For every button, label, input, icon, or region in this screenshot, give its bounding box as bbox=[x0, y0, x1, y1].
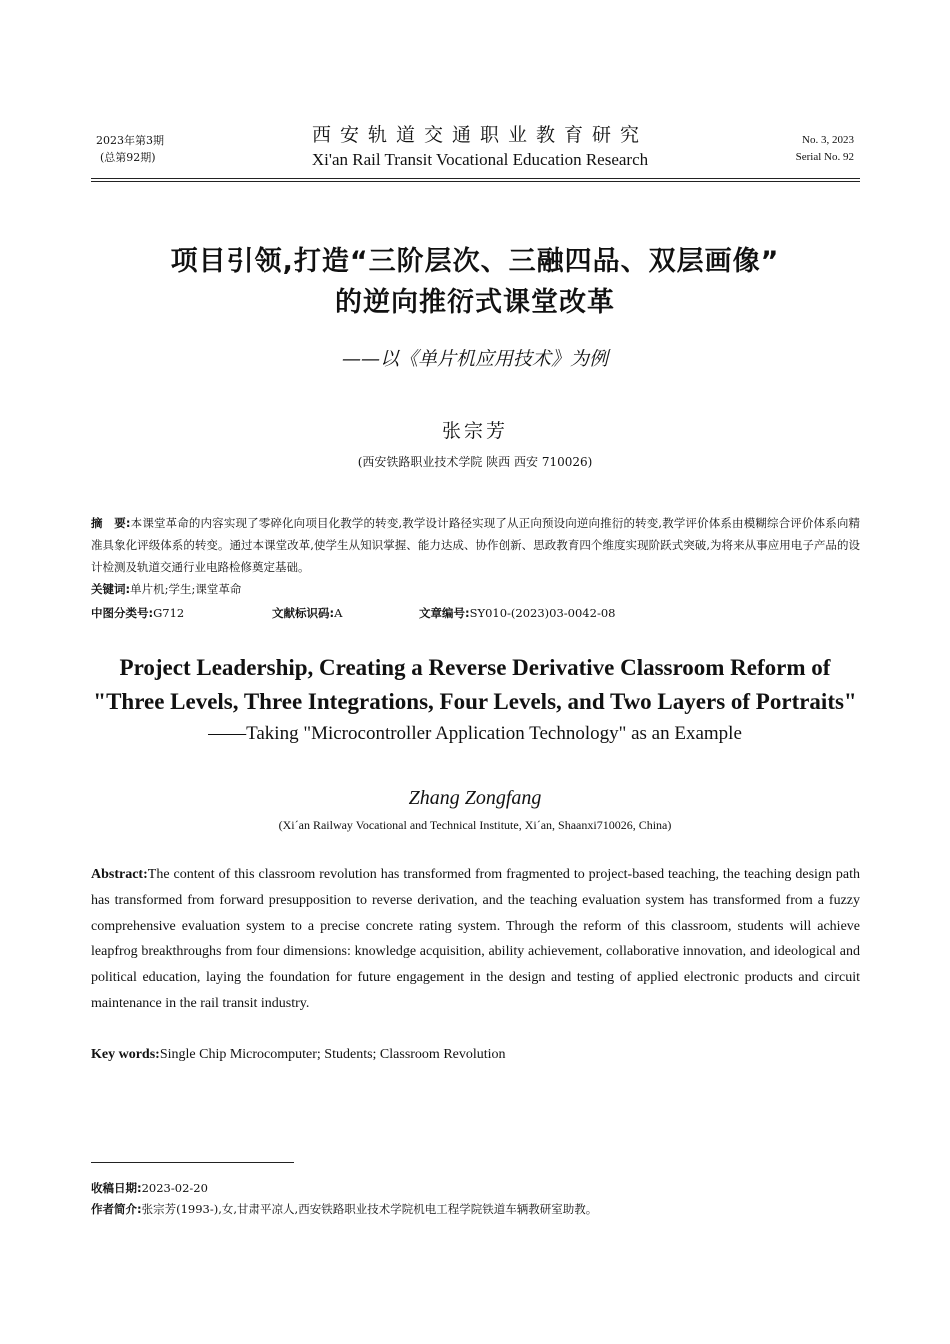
title-cn-line2: 的逆向推衍式课堂改革 bbox=[335, 287, 615, 318]
journal-title-cn: 西安轨道交通职业教育研究 bbox=[311, 124, 648, 146]
keywords-cn bbox=[91, 579, 241, 599]
footnote-author-bio bbox=[91, 1199, 891, 1219]
issue-cn: 2023年第3期 bbox=[96, 134, 164, 147]
abstract-en-text: The content of this classroom revolution has transformed from fragmented to project-based teaching, the teaching design path has transformed from forward presupposition to reverse derivation, and the teaching evaluation system has transformed from a fuzzy comprehensive evaluation system to a precise concrete rating system. Through the reform of this classroom, students will achieve leapfrog breakthroughs from four dimensions: knowledge acquisition, ability achievement, collaborative innovation, and ideological and political education, laying the foundation for future engagement in the design and testing of applied electronic products and circuit maintenance in the rail transit industry. bbox=[91, 867, 860, 1011]
footnote-received bbox=[91, 1178, 891, 1198]
journal-title-en: Xi'an Rail Transit Vocational Education Research bbox=[311, 150, 649, 169]
keywords-en-text: Single Chip Microcomputer; Students; Classroom Revolution bbox=[159, 1047, 506, 1062]
keywords-en bbox=[91, 1043, 506, 1067]
serial-en: Serial No. 92 bbox=[795, 151, 854, 163]
keywords-cn-label: 关键词: bbox=[91, 582, 131, 596]
header-rule-top bbox=[91, 178, 860, 179]
article-no-label: 文章编号: bbox=[419, 606, 470, 620]
issue-en: No. 3, 2023 bbox=[802, 134, 854, 146]
serial-cn: (总第92期) bbox=[100, 151, 156, 164]
article-no-value: SY010-(2023)03-0042-08 bbox=[469, 606, 616, 620]
title-cn-line1: 项目引领,打造“三阶层次、三融四品、双层画像” bbox=[170, 246, 780, 277]
abstract-cn bbox=[91, 512, 860, 578]
abstract-en-label: Abstract: bbox=[91, 867, 148, 882]
clc-group bbox=[91, 603, 184, 623]
header-rule-bottom bbox=[91, 181, 860, 182]
title-en-line2: "Three Levels, Three Integrations, Four Levels, and Two Layers of Portraits" bbox=[93, 689, 857, 714]
doc-code-value: A bbox=[334, 606, 343, 620]
footnote-rule bbox=[91, 1162, 294, 1163]
subtitle-cn: ——以《单片机应用技术》为例 bbox=[341, 348, 608, 370]
abstract-cn-label: 摘 要: bbox=[91, 516, 131, 530]
subtitle-en: ——Taking "Microcontroller Application Technology" as an Example bbox=[208, 723, 742, 744]
affiliation-en: (Xi´an Railway Vocational and Technical Institute, Xi´an, Shaanxi710026, China) bbox=[278, 818, 672, 832]
keywords-en-label: Key words: bbox=[91, 1047, 160, 1062]
bio-label: 作者简介: bbox=[91, 1202, 142, 1216]
doc-code-group bbox=[272, 603, 342, 623]
header-issue-en bbox=[796, 132, 854, 166]
doc-code-label: 文献标识码: bbox=[272, 606, 335, 620]
journal-title bbox=[250, 122, 710, 172]
abstract-en bbox=[91, 862, 860, 1017]
received-value: 2023-02-20 bbox=[141, 1181, 208, 1195]
author-cn: 张宗芳 bbox=[441, 420, 508, 442]
article-no-group bbox=[419, 603, 615, 623]
keywords-cn-text: 单片机;学生;课堂革命 bbox=[130, 582, 242, 596]
affiliation-cn: (西安铁路职业技术学院 陕西 西安 710026) bbox=[357, 455, 593, 469]
clc-value: G712 bbox=[153, 606, 185, 620]
bio-value: 张宗芳(1993-),女,甘肃平凉人,西安铁路职业技术学院机电工程学院铁道车辆教研室助教。 bbox=[141, 1202, 598, 1216]
clc-label: 中图分类号: bbox=[91, 606, 154, 620]
received-label: 收稿日期: bbox=[91, 1181, 142, 1195]
title-en-line1: Project Leadership, Creating a Reverse Derivative Classroom Reform of bbox=[119, 655, 831, 680]
header-issue-cn bbox=[96, 132, 164, 166]
abstract-cn-text: 本课堂革命的内容实现了零碎化向项目化教学的转变,教学设计路径实现了从正向预设向逆向推衍的转变,教学评价体系由模糊综合评价体系向精准具象化评级体系的转变。通过本课堂改革,使学生从知识掌握、能力达成、协作创新、思政教育四个维度实现阶跃式突破,为将来从事应用电子产品的设计检测及轨道交通行业电路检修奠定基础。 bbox=[91, 516, 860, 574]
author-en: Zhang Zongfang bbox=[408, 787, 542, 809]
